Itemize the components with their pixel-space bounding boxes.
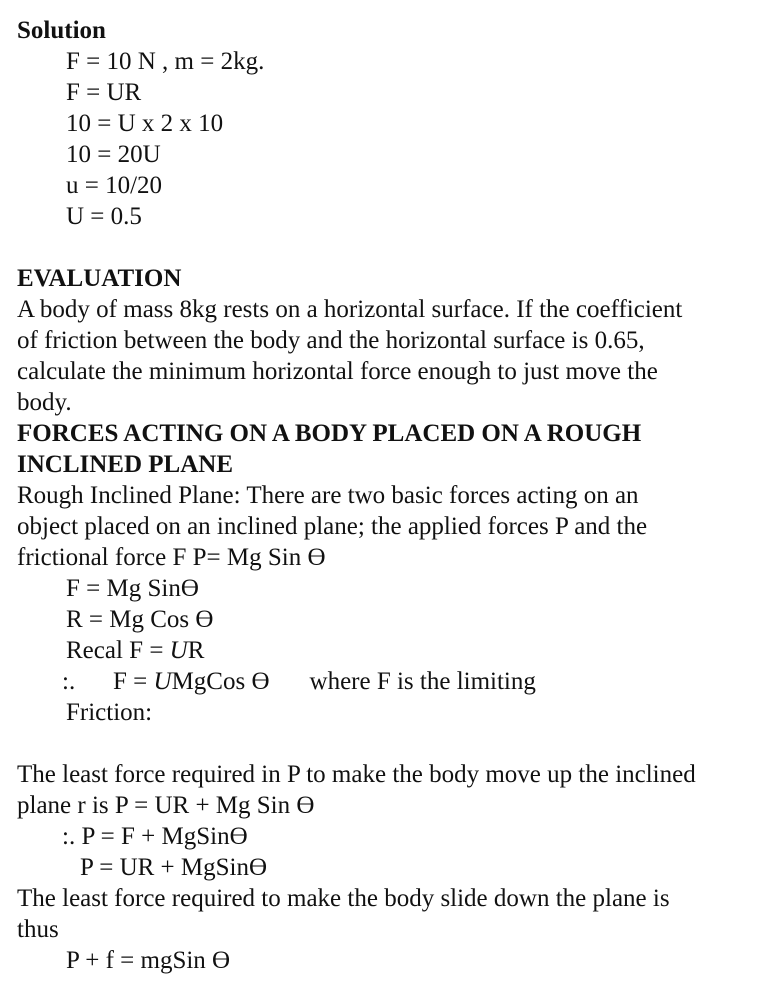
paragraph-line: The least force required to make the body slide down the plane is: [17, 885, 670, 912]
section-heading: FORCES ACTING ON A BODY PLACED ON A ROUGH: [17, 420, 642, 447]
friction-label: Friction:: [66, 699, 153, 726]
paragraph-line: plane r is P = UR + Mg Sin ϴ: [17, 792, 315, 819]
equation-down: P + f = mgSin ϴ: [66, 947, 231, 974]
equation-friction: F = Mg Sinϴ: [66, 575, 199, 602]
recall-suffix: R: [187, 637, 205, 664]
evaluation-heading: EVALUATION: [17, 265, 182, 292]
paragraph-line: object placed on an inclined plane; the applied forces P and the: [17, 513, 648, 540]
evaluation-line: of friction between the body and the horizontal surface is 0.65,: [17, 327, 645, 354]
solution-line: F = 10 N , m = 2kg.: [66, 48, 265, 75]
evaluation-line: A body of mass 8kg rests on a horizontal surface. If the coefficient: [17, 296, 683, 323]
therefore-symbol: :.: [62, 668, 76, 695]
paragraph-line: frictional force F P= Mg Sin ϴ: [17, 544, 326, 571]
limit-coefficient: U: [153, 668, 172, 695]
solution-line: u = 10/20: [66, 172, 163, 199]
limit-note: where F is the limiting: [309, 668, 536, 695]
equation-recall: [66, 635, 204, 666]
paragraph-line: thus: [17, 916, 59, 943]
solution-line: F = UR: [66, 79, 142, 106]
limit-prefix: F =: [113, 668, 154, 695]
section-heading: INCLINED PLANE: [17, 451, 234, 478]
equation-limiting: [62, 666, 536, 697]
equation-reaction: R = Mg Cos ϴ: [66, 606, 214, 633]
solution-line: 10 = U x 2 x 10: [66, 110, 224, 137]
evaluation-line: calculate the minimum horizontal force enough to just move the: [17, 358, 658, 385]
equation-up-1: :. P = F + MgSinϴ: [62, 823, 248, 850]
recall-coefficient: U: [169, 637, 188, 664]
solution-heading: Solution: [17, 17, 106, 44]
limit-suffix: MgCos ϴ: [171, 668, 270, 695]
paragraph-line: Rough Inclined Plane: There are two basic forces acting on an: [17, 482, 639, 509]
solution-line: U = 0.5: [66, 203, 142, 230]
recall-prefix: Recal F =: [66, 637, 170, 664]
paragraph-line: The least force required in P to make the body move up the inclined: [17, 761, 696, 788]
solution-line: 10 = 20U: [66, 141, 161, 168]
equation-up-2: P = UR + MgSinϴ: [80, 854, 268, 881]
evaluation-line: body.: [17, 389, 72, 416]
